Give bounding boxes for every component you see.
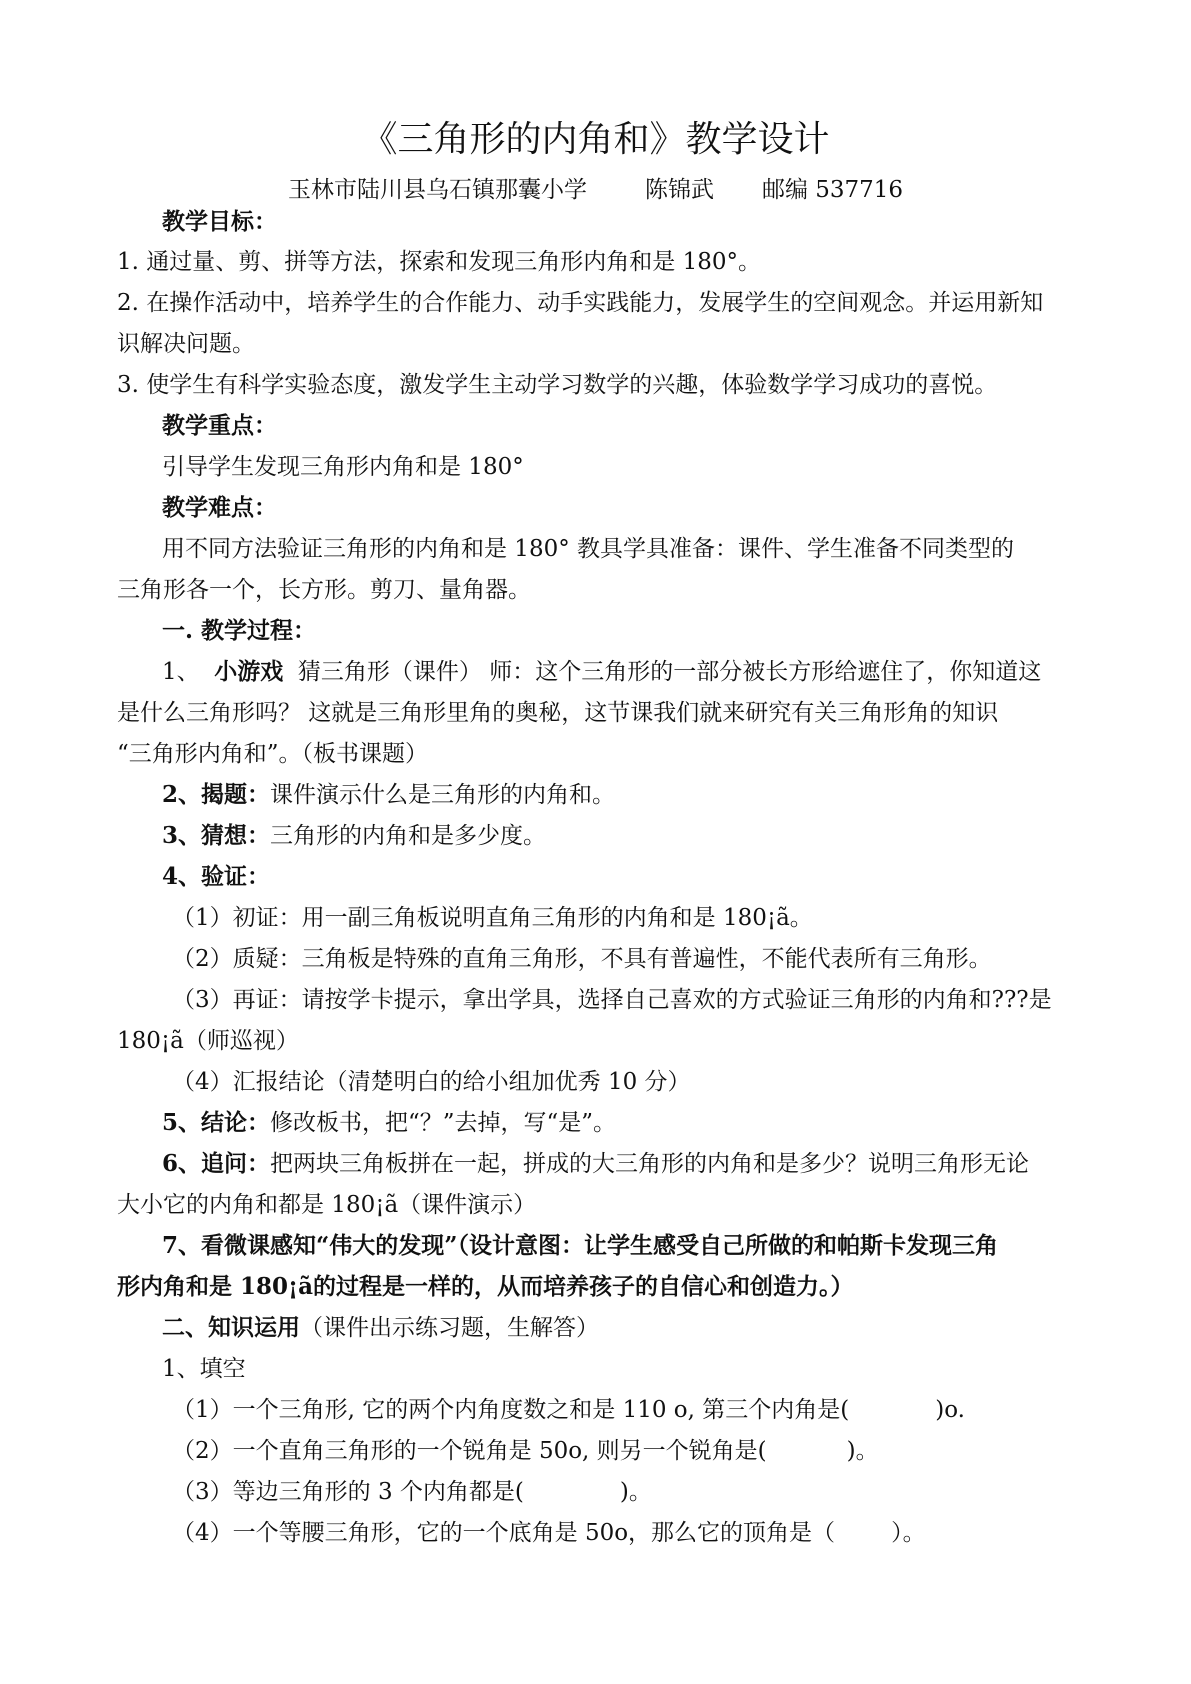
application-heading-line <box>162 1312 599 1344</box>
step2-text: 课件演示什么是三角形的内角和。 <box>270 782 616 808</box>
key-point-text: 引导学生发现三角形内角和是 180° <box>162 454 524 480</box>
step4-sub2: （2）质疑：三角板是特殊的直角三角形，不具有普遍性，不能代表所有三角形。 <box>172 946 992 972</box>
difficulty-line1: 用不同方法验证三角形的内角和是 180° 教具学具准备：课件、学生准备不同类型的 <box>162 536 1015 562</box>
step1-num: 1、 <box>162 659 200 685</box>
author-school: 玉林市陆川县乌石镇那囊小学 <box>287 177 587 203</box>
step1-line3: “三角形内角和”。（板书课题） <box>117 741 429 767</box>
process-heading: 一. 教学过程： <box>162 617 317 644</box>
question-1-text: （1）一个三角形, 它的两个内角度数之和是 110 o, 第三个内角是( <box>172 1397 850 1423</box>
step6-line1 <box>162 1148 1029 1180</box>
question-3-text: （3）等边三角形的 3 个内角都是( <box>172 1479 524 1505</box>
document-title: 《三角形的内角和》教学设计 <box>361 119 830 160</box>
question-2 <box>172 1435 879 1467</box>
step7-line1: 7、看微课感知“伟大的发现”（设计意图：让学生感受自己所做的和帕斯卡发现三角 <box>162 1232 998 1259</box>
step1-line1 <box>162 656 1041 688</box>
step5 <box>162 1107 616 1139</box>
question-4-end: ）。 <box>891 1520 926 1546</box>
objective-2-line2: 识解决问题。 <box>117 331 255 357</box>
author-line <box>0 174 1191 206</box>
application-heading: 二、知识运用 <box>162 1314 300 1341</box>
objectives-heading: 教学目标： <box>162 208 277 235</box>
key-point-heading: 教学重点： <box>162 412 277 439</box>
step4-label: 4、验证： <box>162 863 271 890</box>
question-3-end: )。 <box>619 1479 652 1505</box>
step1-label: 小游戏 <box>214 658 284 685</box>
question-3 <box>172 1476 652 1508</box>
step2 <box>162 779 615 811</box>
author-name: 陈锦武 <box>644 177 714 203</box>
step2-label: 2、揭题： <box>162 781 271 808</box>
step4-sub3-line1: （3）再证：请按学卡提示，拿出学具，选择自己喜欢的方式验证三角形的内角和???是 <box>172 987 1052 1013</box>
question-2-text: （2）一个直角三角形的一个锐角是 50o, 则另一个锐角是( <box>172 1438 767 1464</box>
question-2-end: )。 <box>846 1438 879 1464</box>
author-postcode: 邮编 537716 <box>761 177 904 203</box>
step5-label: 5、结论： <box>162 1109 271 1136</box>
step3-text: 三角形的内角和是多少度。 <box>270 823 547 849</box>
difficulty-line2: 三角形各一个，长方形。剪刀、量角器。 <box>117 577 531 603</box>
step4-sub1: （1）初证：用一副三角板说明直角三角形的内角和是 180¡ã。 <box>172 905 813 931</box>
fill-title: 1、填空 <box>162 1356 246 1382</box>
objective-1: 1. 通过量、剪、拼等方法，探索和发现三角形内角和是 180°。 <box>117 249 761 275</box>
question-4-text: （4）一个等腰三角形，它的一个底角是 50o，那么它的顶角是（ <box>172 1520 836 1546</box>
application-note: （课件出示练习题，生解答） <box>300 1315 599 1341</box>
question-1 <box>172 1394 965 1426</box>
difficulty-heading: 教学难点： <box>162 494 277 521</box>
step5-text: 修改板书，把“？”去掉，写“是”。 <box>270 1110 617 1136</box>
step4-sub4: （4）汇报结论（清楚明白的给小组加优秀 10 分） <box>172 1069 691 1095</box>
step6-text: 把两块三角板拼在一起，拼成的大三角形的内角和是多少？说明三角形无论 <box>270 1151 1030 1177</box>
step3 <box>162 820 546 852</box>
objective-3: 3. 使学生有科学实验态度，激发学生主动学习数学的兴趣，体验数学学习成功的喜悦。 <box>117 372 998 398</box>
step1-line2: 是什么三角形吗？ 这就是三角形里角的奥秘，这节课我们就来研究有关三角形角的知识 <box>117 700 999 726</box>
step1-text: 猜三角形（课件） 师：这个三角形的一部分被长方形给遮住了，你知道这 <box>297 659 1042 685</box>
step4-sub3-line2: 180¡ã（师巡视） <box>117 1028 299 1054</box>
step3-label: 3、猜想： <box>162 822 271 849</box>
step6-label: 6、追问： <box>162 1150 271 1177</box>
step6-line2: 大小它的内角和都是 180¡ã（课件演示） <box>117 1192 537 1218</box>
question-4 <box>172 1517 926 1549</box>
step7-line2: 形内角和是 180¡ã的过程是一样的，从而培养孩子的自信心和创造力。） <box>117 1273 854 1300</box>
objective-2-line1: 2. 在操作活动中，培养学生的合作能力、动手实践能力，发展学生的空间观念。并运用新知 <box>117 290 1044 316</box>
question-1-end: )o. <box>935 1397 965 1423</box>
